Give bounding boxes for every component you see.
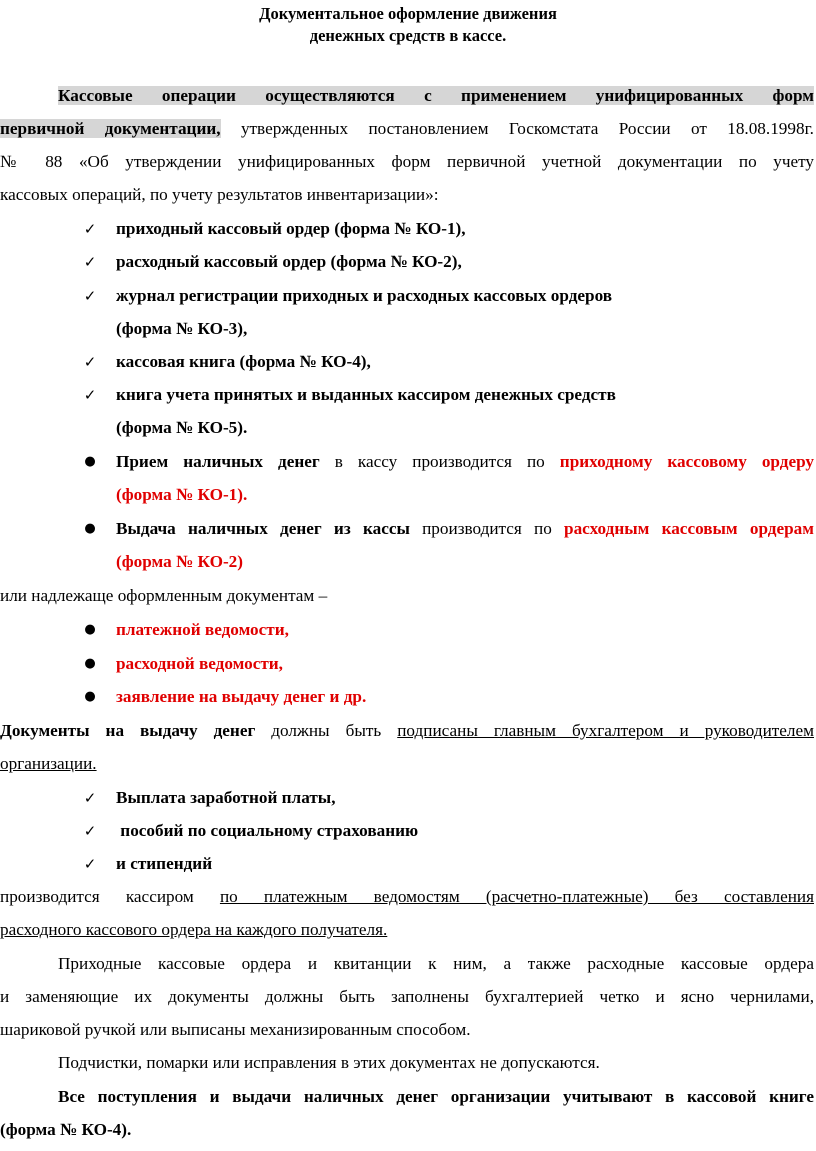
bullet-dot-icon: ● — [84, 521, 96, 536]
payout-red: расходным кассовым ордерам — [564, 519, 814, 538]
red-item-payroll: платежной ведомости, — [116, 620, 289, 639]
intro-line-1 — [58, 85, 814, 107]
fill-line-1: Приходные кассовые ордера и квитанции к ним, а также расходные кассовые ордера — [58, 954, 814, 973]
red-item-application: заявление на выдачу денег и др. — [116, 687, 367, 706]
payout-text: производится по — [409, 519, 565, 538]
intro-highlight-text-2: первичной документации, — [0, 119, 221, 138]
check-mark-icon: ✓ — [83, 822, 97, 840]
form-item-ko5: книга учета принятых и выданных кассиром денежных средств — [116, 385, 616, 404]
form-item-ko5-cont: (форма № КО-5). — [116, 418, 248, 437]
check-mark-icon: ✓ — [83, 855, 97, 873]
check-mark-icon: ✓ — [83, 253, 97, 271]
receipt-text: в кассу производится по — [319, 452, 560, 471]
check-mark-icon: ✓ — [83, 220, 97, 238]
fill-line-3: шариковой ручкой или выписаны механизированным способом. — [0, 1020, 471, 1039]
bullet-dot-icon: ● — [84, 622, 96, 637]
final-line-2: (форма № КО-4). — [0, 1120, 132, 1139]
signing-line-1 — [0, 720, 814, 742]
receipt-red: приходному кассовому ордеру — [559, 452, 814, 471]
check-mark-icon: ✓ — [83, 789, 97, 807]
bullet-dot-icon: ● — [84, 689, 96, 704]
payout-line-2: (форма № КО-2) — [116, 552, 244, 571]
form-item-ko2: расходный кассовый ордер (форма № КО-2), — [116, 252, 462, 271]
receipt-line-1 — [116, 451, 814, 473]
signing-text: должны быть — [255, 721, 398, 740]
form-item-ko3-cont: (форма № КО-3), — [116, 319, 248, 338]
check-mark-icon: ✓ — [83, 287, 97, 305]
intro-highlight-text: Кассовые операции осуществляются с применением унифицированных форм — [58, 86, 814, 105]
form-item-ko3: журнал регистрации приходных и расходных кассовых ордеров — [116, 286, 613, 305]
payment-item-benefits: пособий по социальному страхованию — [116, 821, 419, 840]
form-item-ko4: кассовая книга (форма № КО-4), — [116, 352, 371, 371]
signing-underlined: подписаны главным бухгалтером и руководителем — [397, 721, 814, 740]
payout-line-1 — [116, 518, 814, 540]
cashier-line-2: расходного кассового ордера на каждого получателя. — [0, 920, 388, 939]
payout-bold: Выдача наличных денег из кассы — [116, 519, 410, 538]
no-fix-line: Подчистки, помарки или исправления в этих документах не допускаются. — [58, 1053, 600, 1072]
signing-bold: Документы на выдачу денег — [0, 721, 256, 740]
signing-line-2: организации. — [0, 754, 97, 773]
fill-line-2: и заменяющие их документы должны быть заполнены бухгалтерией четко и ясно чернилами, — [0, 987, 814, 1006]
intro-line-4: кассовых операций, по учету результатов инвентаризации»: — [0, 185, 439, 204]
cashier-underlined: по платежным ведомостям (расчетно-платежные) без составления — [219, 887, 814, 906]
intro-line-3: № 88 «Об утверждении унифицированных форм первичной учетной документации по учету — [0, 152, 814, 171]
intro-text: утвержденных постановлением Госкомстата России от 18.08.1998г. — [220, 119, 814, 138]
document-title-line-2: денежных средств в кассе. — [309, 26, 507, 45]
payment-item-stipend: и стипендий — [116, 854, 213, 873]
receipt-bold: Прием наличных денег — [116, 452, 320, 471]
or-docs-line: или надлежаще оформленным документам – — [0, 586, 328, 605]
intro-line-2 — [0, 118, 814, 140]
form-item-ko1: приходный кассовый ордер (форма № КО-1), — [116, 219, 466, 238]
cashier-line-1 — [0, 886, 814, 908]
final-bold: Все поступления и выдачи наличных денег организации учитывают в кассовой книге — [58, 1087, 814, 1106]
cashier-text: производится кассиром — [0, 887, 220, 906]
check-mark-icon: ✓ — [83, 386, 97, 404]
check-mark-icon: ✓ — [83, 353, 97, 371]
receipt-line-2: (форма № КО-1). — [116, 485, 248, 504]
bullet-dot-icon: ● — [84, 656, 96, 671]
final-line-1 — [58, 1086, 814, 1108]
red-item-expense: расходной ведомости, — [116, 654, 283, 673]
bullet-dot-icon: ● — [84, 454, 96, 469]
payment-item-salary: Выплата заработной платы, — [116, 788, 336, 807]
document-title-line-1: Документальное оформление движения — [259, 4, 557, 23]
